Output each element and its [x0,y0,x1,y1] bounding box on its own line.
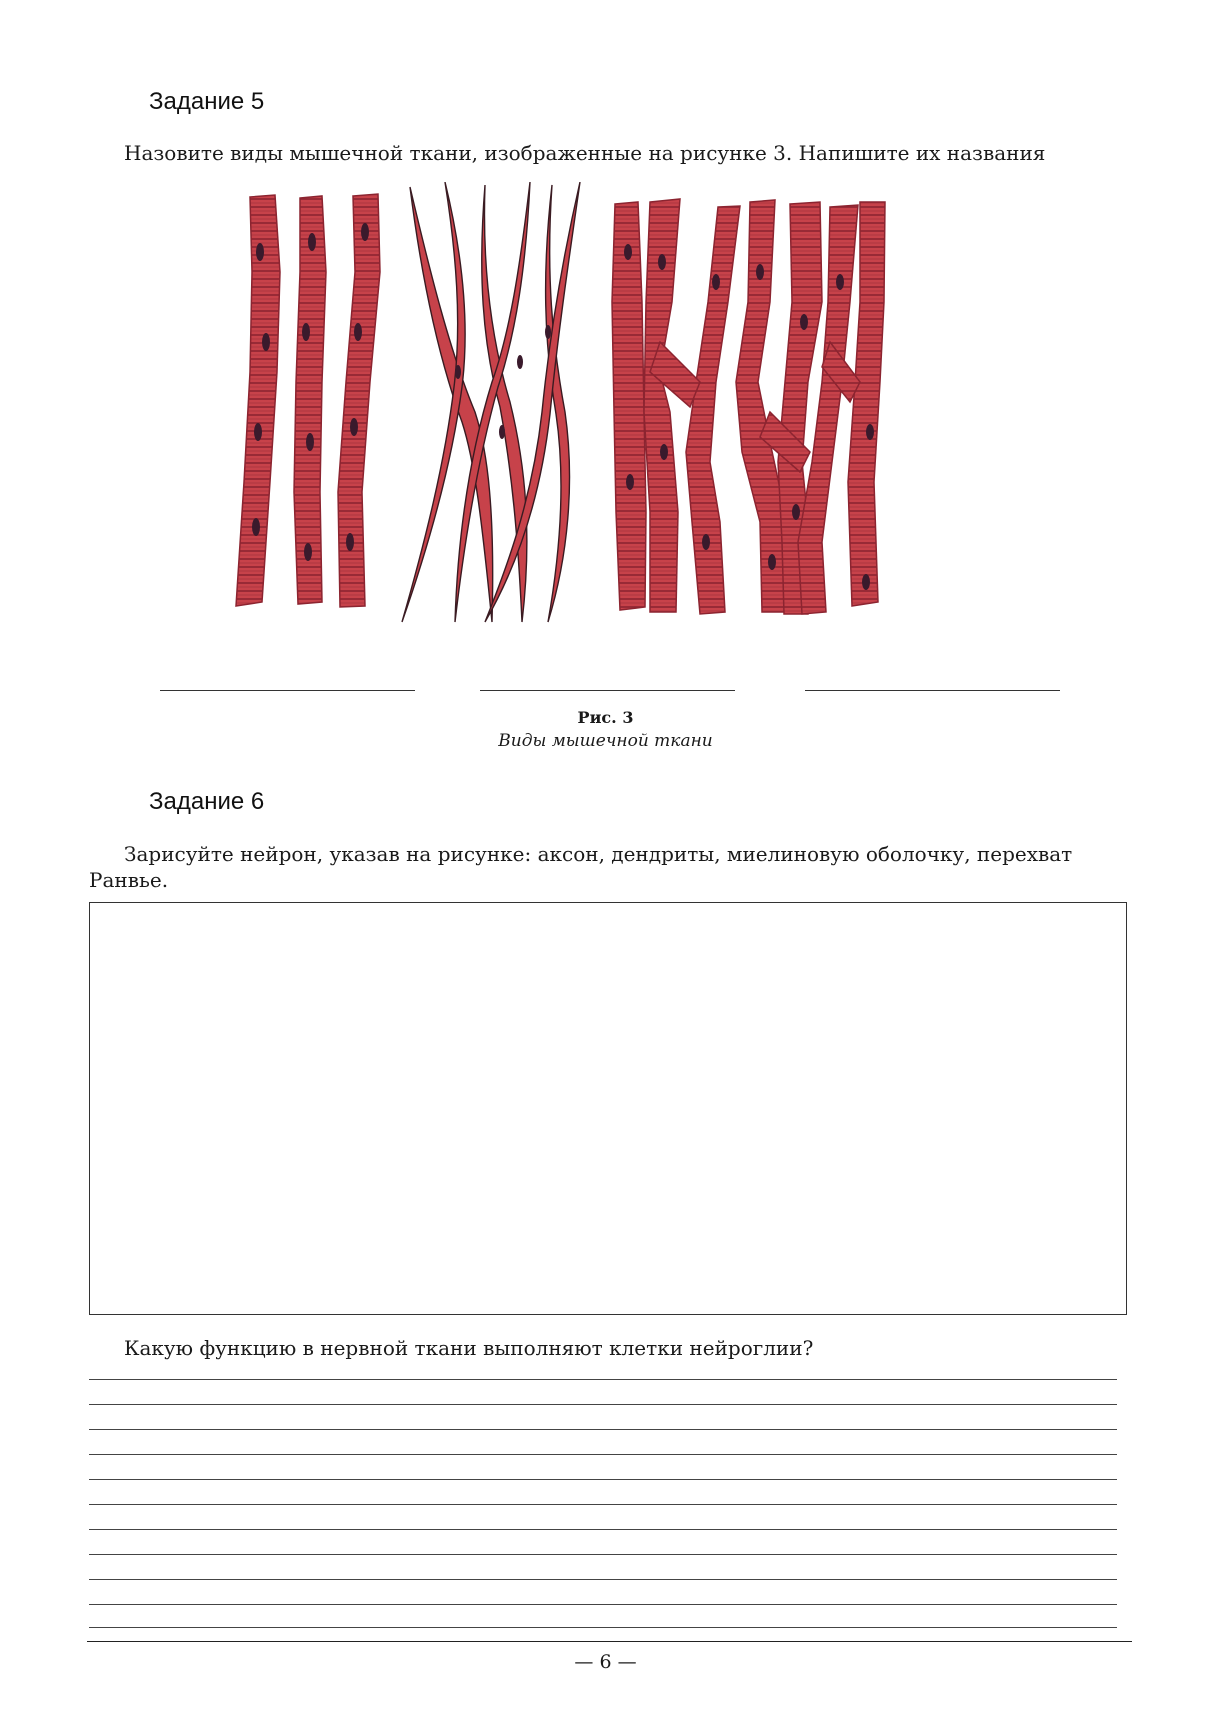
nucleus [626,474,634,490]
task5-title: Задание 5 [149,88,265,115]
nucleus [792,504,800,520]
nucleus [346,533,354,551]
task6-question: Какую функцию в нервной ткани выполняют клетки нейроглии? [124,1336,814,1360]
nucleus [768,554,776,570]
cardiac-fiber [736,200,788,612]
skeletal-fiber [294,196,326,604]
nucleus [254,423,262,441]
nucleus [702,534,710,550]
nucleus [545,325,551,339]
nucleus [361,223,369,241]
nucleus [712,274,720,290]
answer-line-3[interactable] [805,690,1060,691]
nucleus [354,323,362,341]
task5-instruction: Назовите виды мышечной ткани, изображенные на рисунке 3. Напишите их названия [124,141,1046,165]
cardiac-fiber [612,202,646,610]
answer-line-1[interactable] [160,690,415,691]
nucleus [658,254,666,270]
nucleus [306,433,314,451]
writing-line[interactable] [89,1554,1117,1555]
footer-rule [87,1641,1132,1642]
cardiac-muscle-group [612,199,885,614]
nucleus [308,233,316,251]
nucleus [256,243,264,261]
smooth-muscle-group [402,182,580,622]
skeletal-muscle-group [236,194,380,607]
task6-instruction-line1: Зарисуйте нейрон, указав на рисунке: аксон, дендриты, миелиновую оболочку, перехват [124,842,1073,866]
muscle-tissue-figure [230,182,970,632]
task6-instruction-line2: Ранвье. [89,868,169,892]
nucleus [302,323,310,341]
writing-line[interactable] [89,1504,1117,1505]
nucleus [660,444,668,460]
skeletal-fiber [338,194,380,607]
writing-line[interactable] [89,1479,1117,1480]
nucleus [252,518,260,536]
task6-title: Задание 6 [149,788,265,815]
writing-line[interactable] [89,1604,1117,1605]
cardiac-fiber [686,206,740,614]
writing-line[interactable] [89,1454,1117,1455]
writing-line[interactable] [89,1429,1117,1430]
nucleus [304,543,312,561]
nucleus [836,274,844,290]
nucleus [262,333,270,351]
drawing-area[interactable] [89,902,1127,1315]
nucleus [455,365,461,379]
smooth-cell [402,182,465,622]
nucleus [866,424,874,440]
nucleus [862,574,870,590]
writing-line[interactable] [89,1579,1117,1580]
nucleus [624,244,632,260]
figure-label: Рис. 3 [577,708,634,727]
nucleus [517,355,523,369]
writing-line[interactable] [89,1529,1117,1530]
nucleus [350,418,358,436]
nucleus [800,314,808,330]
nucleus [756,264,764,280]
answer-line-2[interactable] [480,690,735,691]
nucleus [499,425,505,439]
writing-line[interactable] [89,1379,1117,1380]
page-number: — 6 — [574,1651,637,1673]
writing-line[interactable] [89,1627,1117,1628]
writing-line[interactable] [89,1404,1117,1405]
figure-caption: Виды мышечной ткани [498,731,713,751]
